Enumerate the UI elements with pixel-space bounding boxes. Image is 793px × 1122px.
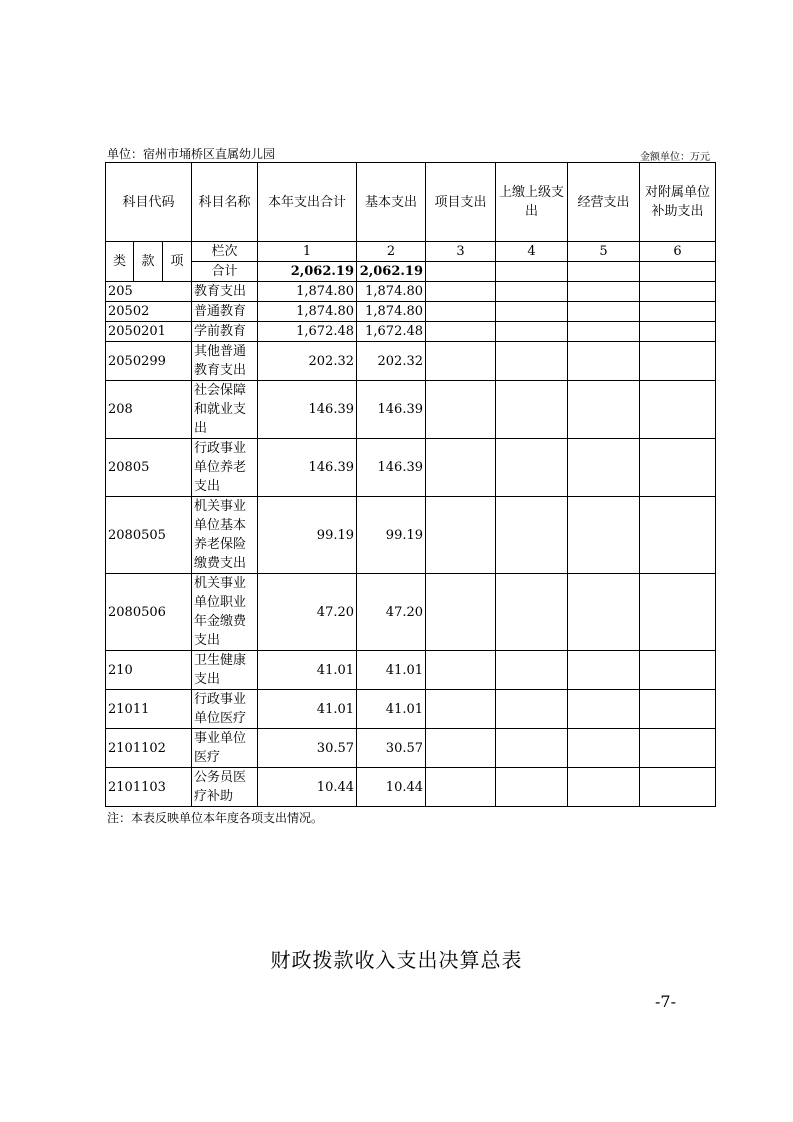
row-total: 146.39 xyxy=(258,439,357,497)
table-row xyxy=(106,322,716,342)
row-basic: 41.01 xyxy=(357,651,426,690)
row-name: 卫生健康支出 xyxy=(192,651,258,690)
row-name: 其他普通教育支出 xyxy=(192,342,258,381)
row-basic: 41.01 xyxy=(357,690,426,729)
table-row xyxy=(106,690,716,729)
row-code: 20805 xyxy=(106,439,192,497)
table-row xyxy=(106,381,716,439)
empty-cell xyxy=(568,497,640,574)
header-project: 项目支出 xyxy=(426,163,496,242)
row-code: 2050299 xyxy=(106,342,192,381)
empty-cell xyxy=(496,651,568,690)
empty-cell xyxy=(568,439,640,497)
row-code: 2101103 xyxy=(106,768,192,807)
row-basic: 1,672.48 xyxy=(357,322,426,342)
row-total: 1,874.80 xyxy=(258,282,357,302)
table-row xyxy=(106,302,716,322)
empty-cell xyxy=(426,381,496,439)
row-basic: 1,874.80 xyxy=(357,282,426,302)
table-row xyxy=(106,497,716,574)
column-number-row xyxy=(106,242,716,262)
col-number: 3 xyxy=(426,242,496,262)
row-name: 普通教育 xyxy=(192,302,258,322)
empty-cell xyxy=(640,322,716,342)
empty-cell xyxy=(426,651,496,690)
row-code: 210 xyxy=(106,651,192,690)
row-code: 2101102 xyxy=(106,729,192,768)
row-name: 机关事业单位职业年金缴费支出 xyxy=(192,574,258,651)
expenditure-table xyxy=(105,162,716,807)
empty-cell xyxy=(426,768,496,807)
empty-cell xyxy=(496,302,568,322)
row-basic: 10.44 xyxy=(357,768,426,807)
header-code: 科目代码 xyxy=(106,163,192,242)
empty-cell xyxy=(426,574,496,651)
col-number: 2 xyxy=(357,242,426,262)
empty-cell xyxy=(426,497,496,574)
next-table-title: 财政拨款收入支出决算总表 xyxy=(270,948,523,972)
empty-cell xyxy=(426,322,496,342)
table-row xyxy=(106,439,716,497)
empty-cell xyxy=(640,729,716,768)
empty-cell xyxy=(640,282,716,302)
empty-cell xyxy=(568,282,640,302)
row-basic: 30.57 xyxy=(357,729,426,768)
row-name: 学前教育 xyxy=(192,322,258,342)
empty-cell xyxy=(496,690,568,729)
empty-cell xyxy=(496,439,568,497)
amount-unit-label: 金额单位：万元 xyxy=(640,152,710,163)
empty-cell xyxy=(640,651,716,690)
row-total: 1,874.80 xyxy=(258,302,357,322)
empty-cell xyxy=(568,302,640,322)
empty-cell xyxy=(568,322,640,342)
row-total: 1,672.48 xyxy=(258,322,357,342)
empty-cell xyxy=(568,729,640,768)
header-business: 经营支出 xyxy=(568,163,640,242)
col-number: 5 xyxy=(568,242,640,262)
total-label: 合计 xyxy=(192,262,258,282)
col-number: 4 xyxy=(496,242,568,262)
row-name: 事业单位医疗 xyxy=(192,729,258,768)
empty-cell xyxy=(568,381,640,439)
row-code: 2050201 xyxy=(106,322,192,342)
row-basic: 99.19 xyxy=(357,497,426,574)
xiang-cell: 项 xyxy=(163,242,192,282)
empty-cell xyxy=(640,381,716,439)
header-subsidy: 对附属单位补助支出 xyxy=(640,163,716,242)
col-number: 6 xyxy=(640,242,716,262)
row-total: 146.39 xyxy=(258,381,357,439)
row-basic: 146.39 xyxy=(357,381,426,439)
empty-cell xyxy=(640,497,716,574)
empty-cell xyxy=(640,342,716,381)
row-name: 教育支出 xyxy=(192,282,258,302)
table-row xyxy=(106,729,716,768)
header-row xyxy=(106,163,716,242)
row-basic: 146.39 xyxy=(357,439,426,497)
unit-label: 单位：宿州市埇桥区直属幼儿园 xyxy=(107,147,276,161)
row-basic: 47.20 xyxy=(357,574,426,651)
row-total: 202.32 xyxy=(258,342,357,381)
table-row xyxy=(106,574,716,651)
table-row xyxy=(106,651,716,690)
row-code: 21011 xyxy=(106,690,192,729)
lei-cell: 类 xyxy=(106,242,134,282)
row-code: 208 xyxy=(106,381,192,439)
empty-cell xyxy=(426,282,496,302)
table-row xyxy=(106,768,716,807)
empty-cell xyxy=(426,690,496,729)
lanci-cell: 栏次 xyxy=(192,242,258,262)
empty-cell xyxy=(496,381,568,439)
row-total: 41.01 xyxy=(258,690,357,729)
kuan-cell: 款 xyxy=(134,242,163,282)
empty-cell xyxy=(496,282,568,302)
header-total: 本年支出合计 xyxy=(258,163,357,242)
empty-cell xyxy=(568,342,640,381)
table-note: 注：本表反映单位本年度各项支出情况。 xyxy=(107,811,324,825)
empty-cell xyxy=(568,651,640,690)
empty-cell xyxy=(496,342,568,381)
row-total: 30.57 xyxy=(258,729,357,768)
row-code: 2080505 xyxy=(106,497,192,574)
total-basic: 2,062.19 xyxy=(357,262,426,282)
empty-cell xyxy=(568,690,640,729)
empty-cell xyxy=(426,729,496,768)
row-name: 社会保障和就业支出 xyxy=(192,381,258,439)
row-name: 公务员医疗补助 xyxy=(192,768,258,807)
empty-cell xyxy=(426,342,496,381)
empty-cell xyxy=(640,690,716,729)
empty-cell xyxy=(426,439,496,497)
empty-cell xyxy=(640,574,716,651)
page-number: -7- xyxy=(655,992,676,1011)
table-row xyxy=(106,342,716,381)
row-name: 行政事业单位医疗 xyxy=(192,690,258,729)
row-total: 47.20 xyxy=(258,574,357,651)
empty-cell xyxy=(496,768,568,807)
row-name: 行政事业单位养老支出 xyxy=(192,439,258,497)
empty-cell xyxy=(496,322,568,342)
row-name: 机关事业单位基本养老保险缴费支出 xyxy=(192,497,258,574)
total-amount: 2,062.19 xyxy=(258,262,357,282)
col-number: 1 xyxy=(258,242,357,262)
empty-cell xyxy=(640,302,716,322)
header-basic: 基本支出 xyxy=(357,163,426,242)
empty-cell xyxy=(426,302,496,322)
table-row xyxy=(106,282,716,302)
row-basic: 1,874.80 xyxy=(357,302,426,322)
row-total: 99.19 xyxy=(258,497,357,574)
row-total: 41.01 xyxy=(258,651,357,690)
row-basic: 202.32 xyxy=(357,342,426,381)
empty-cell xyxy=(496,497,568,574)
header-name: 科目名称 xyxy=(192,163,258,242)
empty-cell xyxy=(640,439,716,497)
empty-cell xyxy=(568,768,640,807)
row-code: 205 xyxy=(106,282,192,302)
empty-cell xyxy=(496,729,568,768)
row-total: 10.44 xyxy=(258,768,357,807)
header-upper: 上缴上级支出 xyxy=(496,163,568,242)
empty-cell xyxy=(640,768,716,807)
empty-cell xyxy=(568,574,640,651)
empty-cell xyxy=(496,574,568,651)
row-code: 20502 xyxy=(106,302,192,322)
total-row xyxy=(106,262,716,282)
row-code: 2080506 xyxy=(106,574,192,651)
